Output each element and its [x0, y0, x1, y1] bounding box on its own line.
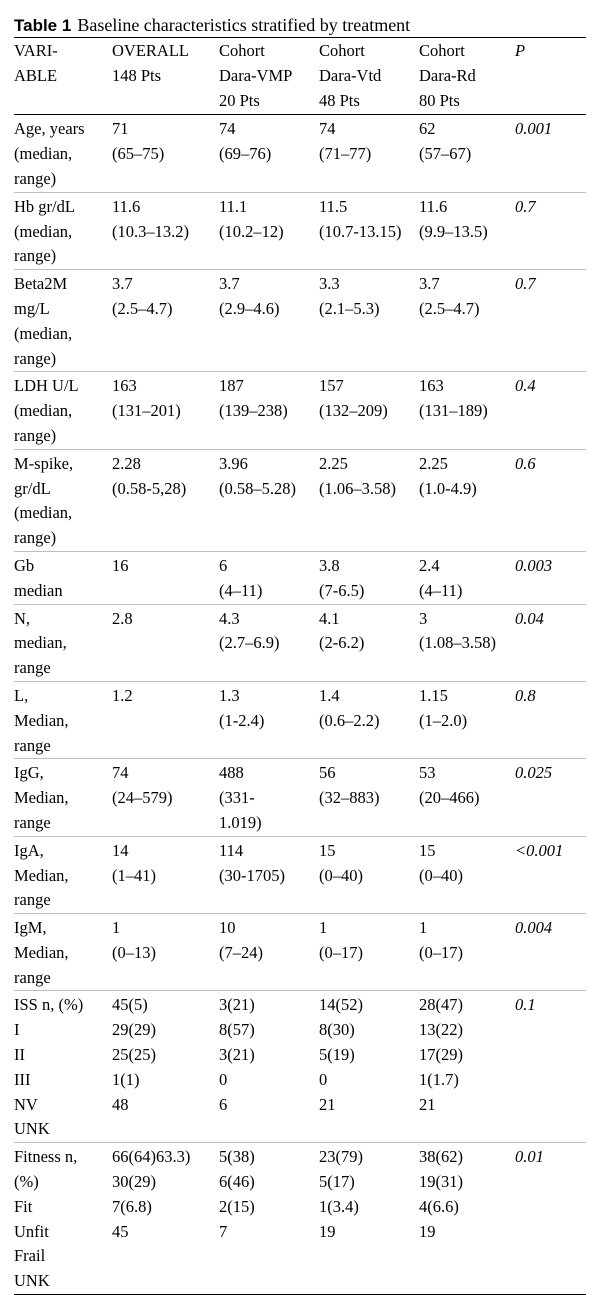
p-value: 0.7	[515, 196, 536, 216]
variable-cell	[14, 836, 112, 913]
table-row	[14, 270, 586, 372]
value-cell	[319, 1143, 419, 1295]
cell-line: median	[14, 580, 63, 600]
cell-line: 19	[319, 1221, 336, 1241]
value-cell	[419, 1143, 515, 1295]
cell-line: 5(19)	[319, 1045, 355, 1065]
value-cell	[219, 914, 319, 991]
cell-line: (32–883)	[319, 788, 380, 808]
table-row	[14, 604, 586, 681]
variable-cell	[14, 991, 112, 1143]
cell-line: (9.9–13.5)	[419, 221, 488, 241]
cell-line: (4–11)	[419, 580, 463, 600]
p-value-cell	[515, 991, 586, 1143]
cell-line: 71	[112, 119, 129, 139]
cell-line: Hb gr/dL	[14, 196, 75, 216]
value-cell	[319, 192, 419, 269]
cell-line: IgA,	[14, 840, 44, 860]
cell-line: (24–579)	[112, 788, 173, 808]
cell-line: 14	[112, 840, 129, 860]
p-value: 0.001	[515, 119, 553, 139]
cell-line: range	[14, 967, 51, 987]
cell-line: 3.8	[319, 555, 340, 575]
table-header	[14, 38, 586, 115]
cell-line: Median,	[14, 710, 69, 730]
value-cell	[112, 192, 219, 269]
cell-line: (0–40)	[319, 865, 363, 885]
cell-line: 1	[112, 918, 121, 938]
value-cell	[112, 551, 219, 604]
cell-line: (131–201)	[112, 401, 181, 421]
value-cell	[319, 991, 419, 1143]
cell-line: 1.2	[112, 685, 133, 705]
cell-line: gr/dL	[14, 478, 51, 498]
cell-line: IgG,	[14, 763, 44, 783]
cell-line: (1.08–3.58)	[419, 633, 496, 653]
cell-line: (1–2.0)	[419, 710, 468, 730]
p-value: 0.8	[515, 685, 536, 705]
cell-line: 15	[319, 840, 336, 860]
cell-line: (0.58–5.28)	[219, 478, 296, 498]
cell-line: 5(17)	[319, 1172, 355, 1192]
value-cell	[219, 604, 319, 681]
value-cell	[219, 115, 319, 192]
value-cell	[319, 681, 419, 758]
cell-line: 45(5)	[112, 995, 148, 1015]
cell-line: range	[14, 658, 51, 678]
cell-line: 187	[219, 376, 244, 396]
value-cell	[419, 551, 515, 604]
column-header	[219, 38, 319, 115]
cell-line: Age, years	[14, 119, 85, 139]
value-cell	[319, 836, 419, 913]
value-cell	[319, 914, 419, 991]
cell-line: UNK	[14, 1119, 50, 1139]
p-value: 0.025	[515, 763, 553, 783]
cell-line: LDH U/L	[14, 376, 79, 396]
cell-line: (2.9–4.6)	[219, 298, 280, 318]
value-cell	[419, 604, 515, 681]
cell-line: range)	[14, 528, 57, 548]
cell-line: 2.25	[319, 453, 348, 473]
cell-line: N,	[14, 608, 31, 628]
cell-line: (0–13)	[112, 942, 156, 962]
cell-line: 2(15)	[219, 1196, 255, 1216]
cell-line: 1(3.4)	[319, 1196, 359, 1216]
value-cell	[419, 192, 515, 269]
value-cell	[219, 991, 319, 1143]
cell-line: II	[14, 1045, 25, 1065]
cell-line: (2.5–4.7)	[112, 298, 173, 318]
cell-line: (0–40)	[419, 865, 463, 885]
value-cell	[319, 759, 419, 836]
cell-line: 163	[112, 376, 137, 396]
cell-line: 0	[319, 1069, 328, 1089]
table-body	[14, 115, 586, 1295]
cell-line: 3.7	[219, 274, 240, 294]
value-cell	[112, 449, 219, 551]
cell-line: 1	[319, 918, 328, 938]
cell-line: (median,	[14, 401, 73, 421]
value-cell	[419, 681, 515, 758]
cell-line: (139–238)	[219, 401, 288, 421]
value-cell	[319, 449, 419, 551]
cell-line: 3	[419, 608, 428, 628]
cell-line: (30-1705)	[219, 865, 285, 885]
value-cell	[112, 270, 219, 372]
cell-line: (median,	[14, 144, 73, 164]
cell-line: (331-	[219, 788, 255, 808]
p-value-cell	[515, 192, 586, 269]
table-row	[14, 372, 586, 449]
column-header	[419, 38, 515, 115]
cell-line: 6(46)	[219, 1172, 255, 1192]
cell-line: 45	[112, 1221, 129, 1241]
value-cell	[219, 759, 319, 836]
cell-line: 148 Pts	[112, 65, 162, 85]
cell-line: 28(47)	[419, 995, 463, 1015]
cell-line: 8(30)	[319, 1020, 355, 1040]
variable-cell	[14, 115, 112, 192]
cell-line: (0.6–2.2)	[319, 710, 380, 730]
cell-line: 3.7	[419, 274, 440, 294]
variable-cell	[14, 604, 112, 681]
value-cell	[419, 372, 515, 449]
cell-line: (median,	[14, 323, 73, 343]
cell-line: UNK	[14, 1271, 50, 1291]
value-cell	[419, 991, 515, 1143]
cell-line: 15	[419, 840, 436, 860]
cell-line: Beta2M	[14, 274, 68, 294]
cell-line: Cohort	[419, 41, 465, 60]
cell-line: Cohort	[319, 41, 365, 60]
value-cell	[219, 836, 319, 913]
cell-line: 17(29)	[419, 1045, 463, 1065]
cell-line: Median,	[14, 788, 69, 808]
cell-line: Dara-VMP	[219, 65, 293, 85]
cell-line: (131–189)	[419, 401, 488, 421]
cell-line: range)	[14, 348, 57, 368]
p-value-cell	[515, 1143, 586, 1295]
cell-line: 4(6.6)	[419, 1196, 459, 1216]
cell-line: ISS n, (%)	[14, 995, 84, 1015]
value-cell	[319, 372, 419, 449]
table-row	[14, 681, 586, 758]
cell-line: 4.3	[219, 608, 240, 628]
cell-line: 3(21)	[219, 995, 255, 1015]
cell-line: 25(25)	[112, 1045, 156, 1065]
value-cell	[219, 1143, 319, 1295]
p-value-cell	[515, 681, 586, 758]
cell-line: (median,	[14, 503, 73, 523]
p-value-cell	[515, 115, 586, 192]
p-value: 0.003	[515, 555, 553, 575]
p-value-cell	[515, 836, 586, 913]
cell-line: III	[14, 1069, 31, 1089]
cell-line: 157	[319, 376, 344, 396]
cell-line: 2.4	[419, 555, 440, 575]
cell-line: Fit	[14, 1196, 33, 1216]
cell-line: 20 Pts	[219, 90, 260, 110]
value-cell	[219, 192, 319, 269]
p-value-cell	[515, 449, 586, 551]
cell-line: range)	[14, 425, 57, 445]
cell-line: (median,	[14, 221, 73, 241]
cell-line: Median,	[14, 865, 69, 885]
cell-line: 38(62)	[419, 1147, 463, 1167]
cell-line: 21	[319, 1094, 336, 1114]
cell-line: 6	[219, 1094, 228, 1114]
cell-line: Fitness n,	[14, 1147, 78, 1167]
value-cell	[219, 270, 319, 372]
cell-line: Unfit	[14, 1221, 49, 1241]
p-value-cell	[515, 372, 586, 449]
cell-line: 48	[112, 1094, 129, 1114]
p-value-cell	[515, 604, 586, 681]
variable-cell	[14, 914, 112, 991]
cell-line: 114	[219, 840, 244, 860]
p-value: 0.004	[515, 918, 553, 938]
cell-line: 3.7	[112, 274, 133, 294]
value-cell	[419, 115, 515, 192]
p-value: 0.6	[515, 453, 536, 473]
value-cell	[112, 914, 219, 991]
cell-line: 2.8	[112, 608, 133, 628]
cell-line: (%)	[14, 1172, 39, 1192]
variable-cell	[14, 759, 112, 836]
cell-line: 16	[112, 555, 129, 575]
cell-line: 74	[219, 119, 236, 139]
cell-line: (10.7-13.15)	[319, 221, 402, 241]
cell-line: Gb	[14, 555, 35, 575]
cell-line: 2.28	[112, 453, 141, 473]
table-row	[14, 449, 586, 551]
p-value: 0.7	[515, 274, 536, 294]
value-cell	[319, 270, 419, 372]
p-value-cell	[515, 270, 586, 372]
variable-cell	[14, 372, 112, 449]
cell-line: 3(21)	[219, 1045, 255, 1065]
value-cell	[419, 914, 515, 991]
cell-line: (69–76)	[219, 144, 272, 164]
cell-line: (1-2.4)	[219, 710, 265, 730]
variable-cell	[14, 681, 112, 758]
column-header	[319, 38, 419, 115]
cell-line: 11.6	[419, 196, 448, 216]
cell-line: 14(52)	[319, 995, 363, 1015]
table-row	[14, 115, 586, 192]
value-cell	[112, 836, 219, 913]
cell-line: 21	[419, 1094, 436, 1114]
cell-line: median,	[14, 633, 67, 653]
cell-line: Median,	[14, 942, 69, 962]
cell-line: Cohort	[219, 41, 265, 60]
variable-cell	[14, 449, 112, 551]
value-cell	[219, 551, 319, 604]
cell-line: (0–17)	[419, 942, 463, 962]
cell-line: 1	[419, 918, 428, 938]
p-value-cell	[515, 759, 586, 836]
cell-line: (1.06–3.58)	[319, 478, 396, 498]
p-value: 0.01	[515, 1147, 544, 1167]
p-value-cell	[515, 914, 586, 991]
value-cell	[112, 115, 219, 192]
cell-line: range	[14, 890, 51, 910]
cell-line: 13(22)	[419, 1020, 463, 1040]
table-number: Table 1	[14, 16, 72, 35]
cell-line: 488	[219, 763, 244, 783]
baseline-table	[14, 37, 586, 1295]
cell-line: 8(57)	[219, 1020, 255, 1040]
value-cell	[112, 681, 219, 758]
cell-line: 5(38)	[219, 1147, 255, 1167]
variable-cell	[14, 270, 112, 372]
cell-line: 4.1	[319, 608, 340, 628]
cell-line: 19(31)	[419, 1172, 463, 1192]
value-cell	[419, 449, 515, 551]
cell-line: 7(6.8)	[112, 1196, 152, 1216]
table-caption	[14, 14, 588, 37]
header-row	[14, 38, 586, 115]
value-cell	[319, 604, 419, 681]
cell-line: 1.3	[219, 685, 240, 705]
value-cell	[419, 270, 515, 372]
cell-line: IgM,	[14, 918, 47, 938]
cell-line: (65–75)	[112, 144, 165, 164]
cell-line: Dara-Vtd	[319, 65, 382, 85]
cell-line: (57–67)	[419, 144, 472, 164]
cell-line: 74	[319, 119, 336, 139]
table-row	[14, 551, 586, 604]
cell-line: 2.25	[419, 453, 448, 473]
cell-line: 6	[219, 555, 228, 575]
cell-line: Frail	[14, 1246, 46, 1266]
value-cell	[219, 449, 319, 551]
cell-line: 10	[219, 918, 236, 938]
column-header	[112, 38, 219, 115]
variable-cell	[14, 1143, 112, 1295]
value-cell	[319, 551, 419, 604]
cell-line: 30(29)	[112, 1172, 156, 1192]
value-cell	[319, 115, 419, 192]
cell-line: (2.5–4.7)	[419, 298, 480, 318]
cell-line: 1(1.7)	[419, 1069, 459, 1089]
table-title: Baseline characteristics stratified by treatment	[77, 15, 411, 35]
cell-line: NV	[14, 1094, 38, 1114]
value-cell	[112, 604, 219, 681]
p-value: 0.04	[515, 608, 544, 628]
value-cell	[419, 836, 515, 913]
p-value: 0.4	[515, 376, 536, 396]
cell-line: VARI-	[14, 41, 58, 60]
cell-line: 66(64)63.3)	[112, 1147, 191, 1167]
cell-line: (71–77)	[319, 144, 372, 164]
cell-line: (0–17)	[319, 942, 363, 962]
cell-line: (7–24)	[219, 942, 263, 962]
cell-line: range)	[14, 168, 57, 188]
cell-line: 0	[219, 1069, 228, 1089]
value-cell	[419, 759, 515, 836]
cell-line: (20–466)	[419, 788, 480, 808]
cell-line: 3.3	[319, 274, 340, 294]
cell-line: range	[14, 735, 51, 755]
cell-line: L,	[14, 685, 29, 705]
cell-line: (1–41)	[112, 865, 156, 885]
cell-line: 62	[419, 119, 436, 139]
cell-line: mg/L	[14, 298, 50, 318]
cell-line: (4–11)	[219, 580, 263, 600]
cell-line: 48 Pts	[319, 90, 360, 110]
variable-cell	[14, 192, 112, 269]
cell-line: 1.019)	[219, 812, 262, 832]
value-cell	[219, 372, 319, 449]
value-cell	[112, 1143, 219, 1295]
table-row	[14, 1143, 586, 1295]
cell-line: I	[14, 1020, 20, 1040]
cell-line: 53	[419, 763, 436, 783]
value-cell	[112, 372, 219, 449]
cell-line: (2.7–6.9)	[219, 633, 280, 653]
cell-line: 1.15	[419, 685, 448, 705]
cell-line: M-spike,	[14, 453, 74, 473]
cell-line: OVERALL	[112, 41, 189, 60]
column-header	[515, 38, 586, 115]
table-row	[14, 836, 586, 913]
cell-line: ABLE	[14, 65, 58, 85]
cell-line: range)	[14, 246, 57, 266]
value-cell	[112, 991, 219, 1143]
cell-line: 11.6	[112, 196, 141, 216]
variable-cell	[14, 551, 112, 604]
cell-line: 56	[319, 763, 336, 783]
cell-line: range	[14, 812, 51, 832]
cell-line: 3.96	[219, 453, 248, 473]
cell-line: (10.3–13.2)	[112, 221, 189, 241]
value-cell	[112, 759, 219, 836]
cell-line: (2-6.2)	[319, 633, 365, 653]
p-value: <0.001	[515, 840, 564, 860]
cell-line: 19	[419, 1221, 436, 1241]
cell-line: 23(79)	[319, 1147, 363, 1167]
cell-line: 1(1)	[112, 1069, 140, 1089]
cell-line: (0.58-5,28)	[112, 478, 187, 498]
cell-line: 7	[219, 1221, 228, 1241]
cell-line: 29(29)	[112, 1020, 156, 1040]
p-value: P	[515, 41, 526, 60]
p-value-cell	[515, 551, 586, 604]
cell-line: 74	[112, 763, 129, 783]
cell-line: (2.1–5.3)	[319, 298, 380, 318]
cell-line: 1.4	[319, 685, 340, 705]
cell-line: Dara-Rd	[419, 65, 476, 85]
cell-line: (132–209)	[319, 401, 388, 421]
cell-line: (10.2–12)	[219, 221, 284, 241]
table-row	[14, 914, 586, 991]
cell-line: 163	[419, 376, 444, 396]
cell-line: 11.5	[319, 196, 348, 216]
cell-line: 11.1	[219, 196, 248, 216]
column-header	[14, 38, 112, 115]
value-cell	[219, 681, 319, 758]
cell-line: (1.0-4.9)	[419, 478, 477, 498]
table-row	[14, 991, 586, 1143]
table-row	[14, 759, 586, 836]
cell-line: 80 Pts	[419, 90, 460, 110]
p-value: 0.1	[515, 995, 536, 1015]
cell-line: (7-6.5)	[319, 580, 365, 600]
table-row	[14, 192, 586, 269]
